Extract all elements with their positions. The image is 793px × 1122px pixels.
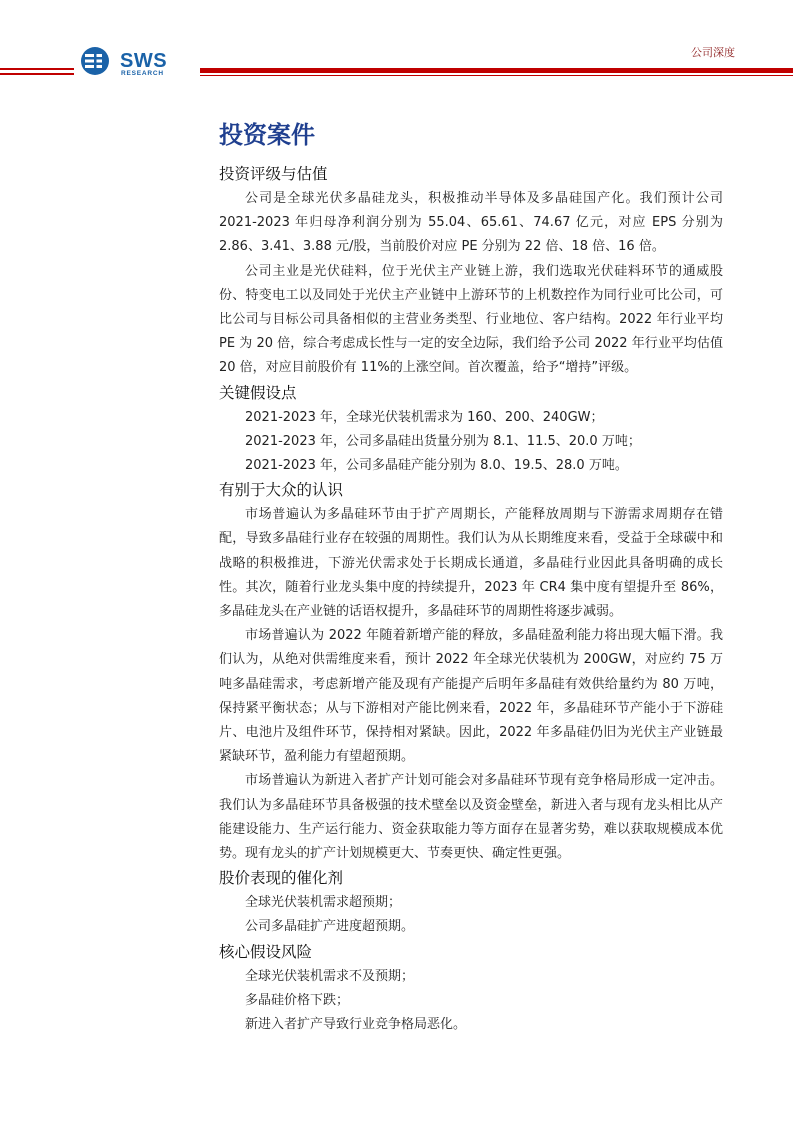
section-heading-differ: 有别于大众的认识 — [219, 481, 344, 500]
list-item: 全球光伏装机需求超预期； — [245, 895, 402, 911]
section-heading-rating: 投资评级与估值 — [219, 165, 328, 183]
list-item: 多晶硅价格下跌； — [245, 992, 350, 1008]
paragraph: 市场普遍认为多晶硅环节由于扩产周期长，产能释放周期与下游需求周期存在错配，导致多晶硅行业存在较强的周期性。我们认为从长期维度来看，受益于全球碳中和战略的积极推进，下游光伏需求处于长期成长通道，多晶硅行业因此具备明确的成长性。其次，随着行业龙头集中度的持续提升，2023 年 CR4 集中度有望提升至 86%，多晶硅龙头在产业链的话语权提升，多晶硅环节的周期性将逐步减弱。 — [219, 507, 723, 620]
list-item: 全球光伏装机需求不及预期； — [245, 968, 415, 984]
page-header — [0, 0, 793, 82]
sws-logo-icon — [80, 46, 116, 76]
section-heading-catalysts: 股价表现的催化剂 — [219, 869, 344, 888]
header-rule-right — [200, 68, 793, 76]
sws-logo — [80, 46, 190, 76]
report-type-label: 公司深度 — [691, 46, 735, 59]
list-item: 2021-2023 年，公司多晶硅出货量分别为 8.1、11.5、20.0 万吨； — [245, 433, 641, 449]
paragraph: 公司主业是光伏硅料，位于光伏主产业链上游，我们选取光伏硅料环节的通威股份、特变电工以及同处于光伏主产业链中上游环节的上机数控作为同行业可比公司，可比公司与目标公司具备相似的主营业务类型、行业地位、客户结构。2022 年行业平均 PE 为 20 倍，综合考虑成长性与一定的安全边际，我们给予公司 2022 年行业平均估值 20 倍，对应目前股价有 11%的上涨空间。首次覆盖，给予“增持”评级。 — [219, 263, 723, 376]
section-heading-risks: 核心假设风险 — [219, 942, 313, 961]
main-content — [219, 118, 723, 1037]
header-rule-left — [0, 68, 74, 76]
list-item: 2021-2023 年，全球光伏装机需求为 160、200、240GW； — [245, 409, 604, 425]
paragraph: 市场普遍认为新进入者扩产计划可能会对多晶硅环节现有竞争格局形成一定冲击。我们认为多晶硅环节具备极强的技术壁垒以及资金壁垒，新进入者与现有龙头相比从产能建设能力、生产运行能力、资金获取能力等方面存在显著劣势，难以获取规模成本优势。现有龙头的扩产计划规模更大、节奏更快、确定性更强。 — [219, 773, 723, 862]
list-item: 新进入者扩产导致行业竞争格局恶化。 — [245, 1017, 467, 1033]
paragraph: 公司是全球光伏多晶硅龙头，积极推动半导体及多晶硅国产化。我们预计公司 2021-2023 年归母净利润分别为 55.04、65.61、74.67 亿元，对应 EPS 分别为 2.86、3.41、3.88 元/股，当前股价对应 PE 分别为 22 倍、18 倍、16 倍。 — [219, 191, 723, 255]
section-heading-assumptions: 关键假设点 — [219, 383, 297, 402]
page-title: 投资案件 — [219, 121, 315, 149]
list-item: 2021-2023 年，公司多晶硅产能分别为 8.0、19.5、28.0 万吨。 — [245, 458, 628, 474]
logo-text: SWS — [120, 50, 168, 72]
paragraph: 市场普遍认为 2022 年随着新增产能的释放，多晶硅盈利能力将出现大幅下滑。我们认为，从绝对供需维度来看，预计 2022 年全球光伏装机为 200GW，对应约 75 万吨多晶硅需求，考虑新增产能及现有产能提产后明年多晶硅有效供给量约为 80 万吨，保持紧平衡状态；从与下游相对产能比例来看，2022 年，多晶硅环节产能小于下游硅片、电池片及组件环节，保持相对紧缺。因此，2022 年多晶硅仍旧为光伏主产业链最紧缺环节，盈利能力有望超预期。 — [219, 628, 723, 765]
logo-subtext: RESEARCH — [121, 70, 164, 77]
list-item: 公司多晶硅扩产进度超预期。 — [245, 919, 415, 935]
